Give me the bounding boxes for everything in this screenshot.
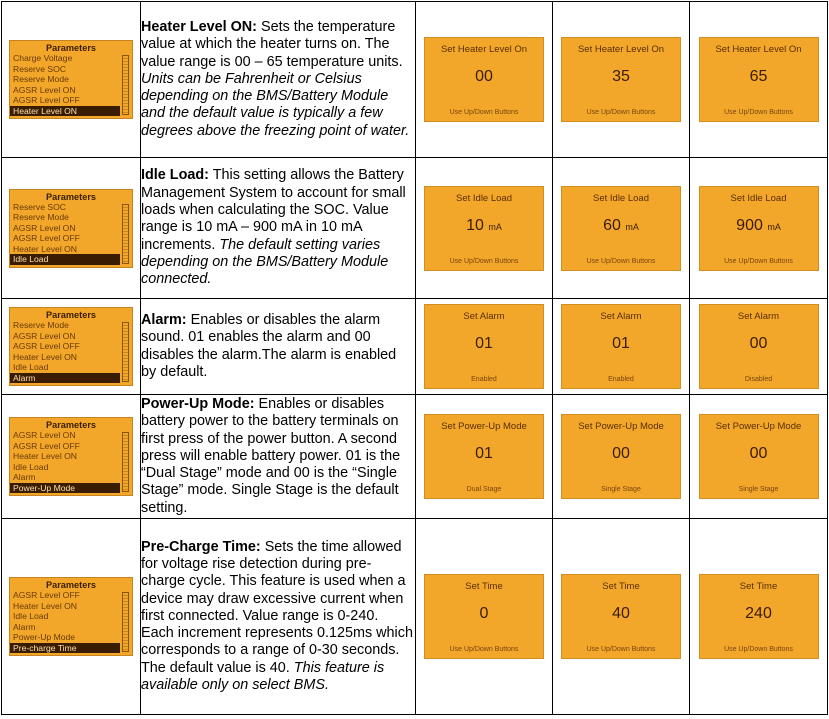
- lcd-value-line: [562, 445, 680, 463]
- menu-item-list: [10, 320, 132, 383]
- value-lcd-screen: [699, 414, 819, 499]
- setting-row: [2, 519, 828, 715]
- parameters-menu-lcd: [9, 189, 133, 268]
- lcd-title: Set Alarm: [463, 311, 505, 322]
- lcd-value-line: [425, 605, 543, 623]
- screen-cell: [690, 299, 828, 395]
- menu-item-list: [10, 430, 132, 493]
- menu-item: Idle Load: [13, 461, 49, 472]
- setting-row: [2, 395, 828, 519]
- screen-cell: [416, 299, 553, 395]
- menu-item-list: [10, 202, 132, 265]
- lcd-unit: mA: [767, 221, 781, 232]
- lcd-footer: Use Up/Down Buttons: [724, 257, 793, 265]
- menu-item: Heater Level ON: [10, 106, 120, 117]
- lcd-footer: Use Up/Down Buttons: [586, 109, 656, 116]
- setting-description: Enables or disables the alarm sound. 01 enables the alarm and 00 disables the alarm.The alarm is enabled by default.: [141, 311, 397, 380]
- lcd-value: 01: [612, 335, 630, 352]
- value-lcd-screen: [424, 414, 544, 499]
- menu-item: Reserve SOC: [13, 201, 67, 212]
- description-cell: [141, 395, 416, 519]
- menu-item: Alarm: [10, 373, 120, 384]
- lcd-value: 240: [745, 605, 772, 622]
- lcd-footer: Single Stage: [738, 486, 779, 493]
- setting-name: Alarm:: [141, 311, 187, 328]
- description-cell: [141, 2, 416, 158]
- setting-note: This feature is available only on select BMS.: [141, 659, 385, 694]
- setting-name: Idle Load:: [141, 167, 209, 184]
- setting-name: Pre-Charge Time:: [141, 538, 261, 555]
- parameters-menu-lcd: [9, 417, 133, 496]
- menu-cell: [2, 519, 141, 715]
- lcd-value: 900: [736, 216, 763, 234]
- menu-title: Parameters: [45, 191, 97, 202]
- menu-cell: [2, 299, 141, 395]
- lcd-value: 00: [749, 445, 768, 462]
- lcd-value-line: [425, 217, 543, 235]
- lcd-footer: Use Up/Down Buttons: [449, 109, 519, 116]
- menu-scrollbar: [122, 55, 129, 115]
- menu-title: Parameters: [45, 580, 97, 590]
- lcd-footer: Single Stage: [601, 486, 641, 493]
- lcd-value: 01: [475, 445, 493, 462]
- parameters-menu-lcd: [9, 40, 133, 119]
- setting-description: Sets the time allowed for voltage rise detection during pre-charge cycle. This feature is used when a device may draw excessive current when first connected. Value range is 0-240. Each increment represents 0.125ms which corresponds to a range of 0-30 seconds. The default value is 40.: [141, 538, 413, 676]
- menu-item: Idle Load: [13, 362, 49, 372]
- menu-item: AGSR Level OFF: [13, 341, 80, 351]
- setting-note: The default setting varies depending on the BMS/Battery Module connected.: [141, 236, 389, 288]
- value-lcd-screen: [561, 186, 681, 271]
- setting-row: [2, 299, 828, 395]
- menu-item: Reserve SOC: [13, 63, 67, 74]
- menu-item: AGSR Level ON: [13, 222, 76, 233]
- setting-row: [2, 2, 828, 158]
- lcd-footer: Use Up/Down Buttons: [724, 646, 793, 653]
- lcd-value: 01: [475, 335, 493, 352]
- menu-scrollbar: [122, 432, 129, 492]
- value-lcd-screen: [699, 574, 819, 659]
- menu-scrollbar: [122, 322, 129, 382]
- lcd-value: 35: [612, 68, 630, 85]
- lcd-value-line: [562, 335, 680, 353]
- lcd-title: Set Heater Level On: [440, 44, 528, 55]
- lcd-value: 60: [603, 216, 621, 234]
- lcd-value-line: [700, 605, 818, 623]
- lcd-footer: Enabled: [471, 376, 497, 383]
- lcd-value-line: [700, 445, 818, 463]
- lcd-value-line: [700, 217, 818, 235]
- menu-item: Pre-charge Time: [10, 643, 120, 654]
- value-lcd-screen: [561, 37, 681, 122]
- lcd-footer: Dual Stage: [466, 486, 502, 493]
- setting-note: Units can be Fahrenheit or Celsius depending on the BMS/Battery Module and the default value is typically a few degrees above the freezing point of water.: [141, 70, 410, 139]
- setting-description: Sets the temperature value at which the heater turns on. The value range is 00 – 65 temperature units.: [141, 18, 403, 70]
- menu-title: Parameters: [45, 310, 97, 320]
- menu-title: Parameters: [45, 43, 97, 53]
- lcd-value: 10: [466, 216, 484, 234]
- lcd-title: Set Heater Level On: [577, 44, 665, 55]
- lcd-value: 00: [475, 68, 493, 85]
- menu-item: Heater Level ON: [13, 451, 78, 461]
- menu-item-list: [10, 590, 132, 653]
- lcd-value-line: [425, 445, 543, 463]
- screen-cell: [416, 395, 553, 519]
- lcd-value-line: [425, 68, 543, 86]
- lcd-value: 0: [479, 605, 489, 622]
- lcd-value-line: [425, 335, 543, 353]
- lcd-title: Set Power-Up Mode: [578, 421, 664, 432]
- description-cell: [141, 299, 416, 395]
- menu-item: AGSR Level OFF: [13, 233, 80, 243]
- menu-item: Heater Level ON: [13, 351, 78, 362]
- description-cell: [141, 158, 416, 299]
- screen-cell: [690, 2, 828, 158]
- menu-item: Power-Up Mode: [13, 632, 76, 642]
- menu-cell: [2, 2, 141, 158]
- screen-cell: [690, 519, 828, 715]
- description-cell: [141, 519, 416, 715]
- menu-item: AGSR Level ON: [13, 330, 76, 341]
- menu-item: AGSR Level ON: [13, 430, 76, 440]
- menu-item: Alarm: [13, 621, 36, 632]
- value-lcd-screen: [424, 186, 544, 271]
- lcd-title: Set Alarm: [737, 311, 780, 322]
- menu-item: Idle Load: [13, 611, 49, 621]
- value-lcd-screen: [699, 304, 819, 389]
- screen-cell: [690, 395, 828, 519]
- menu-item: Heater Level ON: [13, 243, 78, 254]
- screen-cell: [553, 299, 690, 395]
- value-lcd-screen: [424, 574, 544, 659]
- menu-item: Reserve Mode: [13, 74, 69, 84]
- lcd-title: Set Heater Level On: [715, 44, 802, 55]
- menu-item: AGSR Level OFF: [13, 95, 80, 105]
- value-lcd-screen: [561, 414, 681, 499]
- lcd-value-line: [562, 217, 680, 235]
- lcd-title: Set Time: [465, 581, 503, 592]
- lcd-value: 65: [749, 68, 768, 85]
- menu-item: AGSR Level ON: [13, 84, 76, 95]
- value-lcd-screen: [699, 186, 819, 271]
- menu-item: Charge Voltage: [13, 53, 73, 63]
- setting-description: Enables or disables battery power to the battery terminals on first press of the power button. A second press will enable battery power. 01 is the “Dual Stage” mode and 00 is the “Single Stage” mode. Single Stage is the default setting.: [141, 395, 401, 516]
- lcd-value: 40: [612, 605, 630, 622]
- value-lcd-screen: [424, 304, 544, 389]
- setting-name: Heater Level ON:: [141, 18, 257, 35]
- lcd-footer: Use Up/Down Buttons: [724, 109, 793, 116]
- lcd-value-line: [700, 68, 818, 86]
- lcd-title: Set Time: [602, 581, 640, 592]
- menu-cell: [2, 395, 141, 519]
- value-lcd-screen: [699, 37, 819, 122]
- lcd-footer: Disabled: [744, 376, 773, 383]
- lcd-title: Set Alarm: [600, 311, 642, 322]
- screen-cell: [416, 519, 553, 715]
- value-lcd-screen: [424, 37, 544, 122]
- lcd-footer: Use Up/Down Buttons: [586, 257, 656, 265]
- menu-item: Heater Level ON: [13, 600, 78, 611]
- lcd-value-line: [562, 605, 680, 623]
- parameters-menu-lcd: [9, 307, 133, 386]
- screen-cell: [416, 158, 553, 299]
- lcd-value: 00: [749, 335, 768, 352]
- setting-row: [2, 158, 828, 299]
- screen-cell: [553, 2, 690, 158]
- menu-scrollbar: [122, 204, 129, 264]
- menu-item: Power-Up Mode: [10, 483, 120, 494]
- screen-cell: [553, 158, 690, 299]
- menu-title: Parameters: [45, 420, 97, 430]
- setting-name: Power-Up Mode:: [141, 395, 255, 412]
- lcd-value: 00: [612, 445, 630, 462]
- parameters-menu-lcd: [9, 577, 133, 656]
- menu-item: AGSR Level OFF: [13, 590, 80, 600]
- menu-item: Reserve Mode: [13, 212, 69, 222]
- lcd-value-line: [562, 68, 680, 86]
- screen-cell: [553, 519, 690, 715]
- setting-description: This setting allows the Battery Management System to account for small loads when calculating the SOC. Value range is 10 mA – 900 mA in 10 mA increments.: [141, 167, 406, 253]
- menu-item-list: [10, 53, 132, 116]
- lcd-footer: Enabled: [608, 376, 634, 383]
- menu-item: Idle Load: [10, 254, 120, 265]
- lcd-unit: mA: [625, 221, 639, 232]
- lcd-title: Set Idle Load: [730, 192, 787, 204]
- menu-item: Reserve Mode: [13, 320, 69, 330]
- settings-table: [1, 1, 828, 715]
- value-lcd-screen: [561, 304, 681, 389]
- lcd-footer: Use Up/Down Buttons: [449, 646, 519, 653]
- menu-item: Alarm: [13, 472, 36, 482]
- screen-cell: [416, 2, 553, 158]
- lcd-title: Set Power-Up Mode: [441, 421, 527, 432]
- lcd-title: Set Idle Load: [456, 192, 512, 204]
- screen-cell: [553, 395, 690, 519]
- menu-scrollbar: [122, 592, 129, 652]
- screen-cell: [690, 158, 828, 299]
- lcd-value-line: [700, 335, 818, 353]
- menu-cell: [2, 158, 141, 299]
- lcd-footer: Use Up/Down Buttons: [586, 646, 656, 653]
- lcd-unit: mA: [488, 221, 502, 232]
- menu-item: AGSR Level OFF: [13, 440, 80, 451]
- lcd-title: Set Idle Load: [593, 192, 649, 204]
- settings-table-body: [2, 2, 828, 715]
- lcd-footer: Use Up/Down Buttons: [449, 257, 519, 265]
- value-lcd-screen: [561, 574, 681, 659]
- lcd-title: Set Time: [739, 581, 778, 592]
- lcd-title: Set Power-Up Mode: [715, 421, 802, 432]
